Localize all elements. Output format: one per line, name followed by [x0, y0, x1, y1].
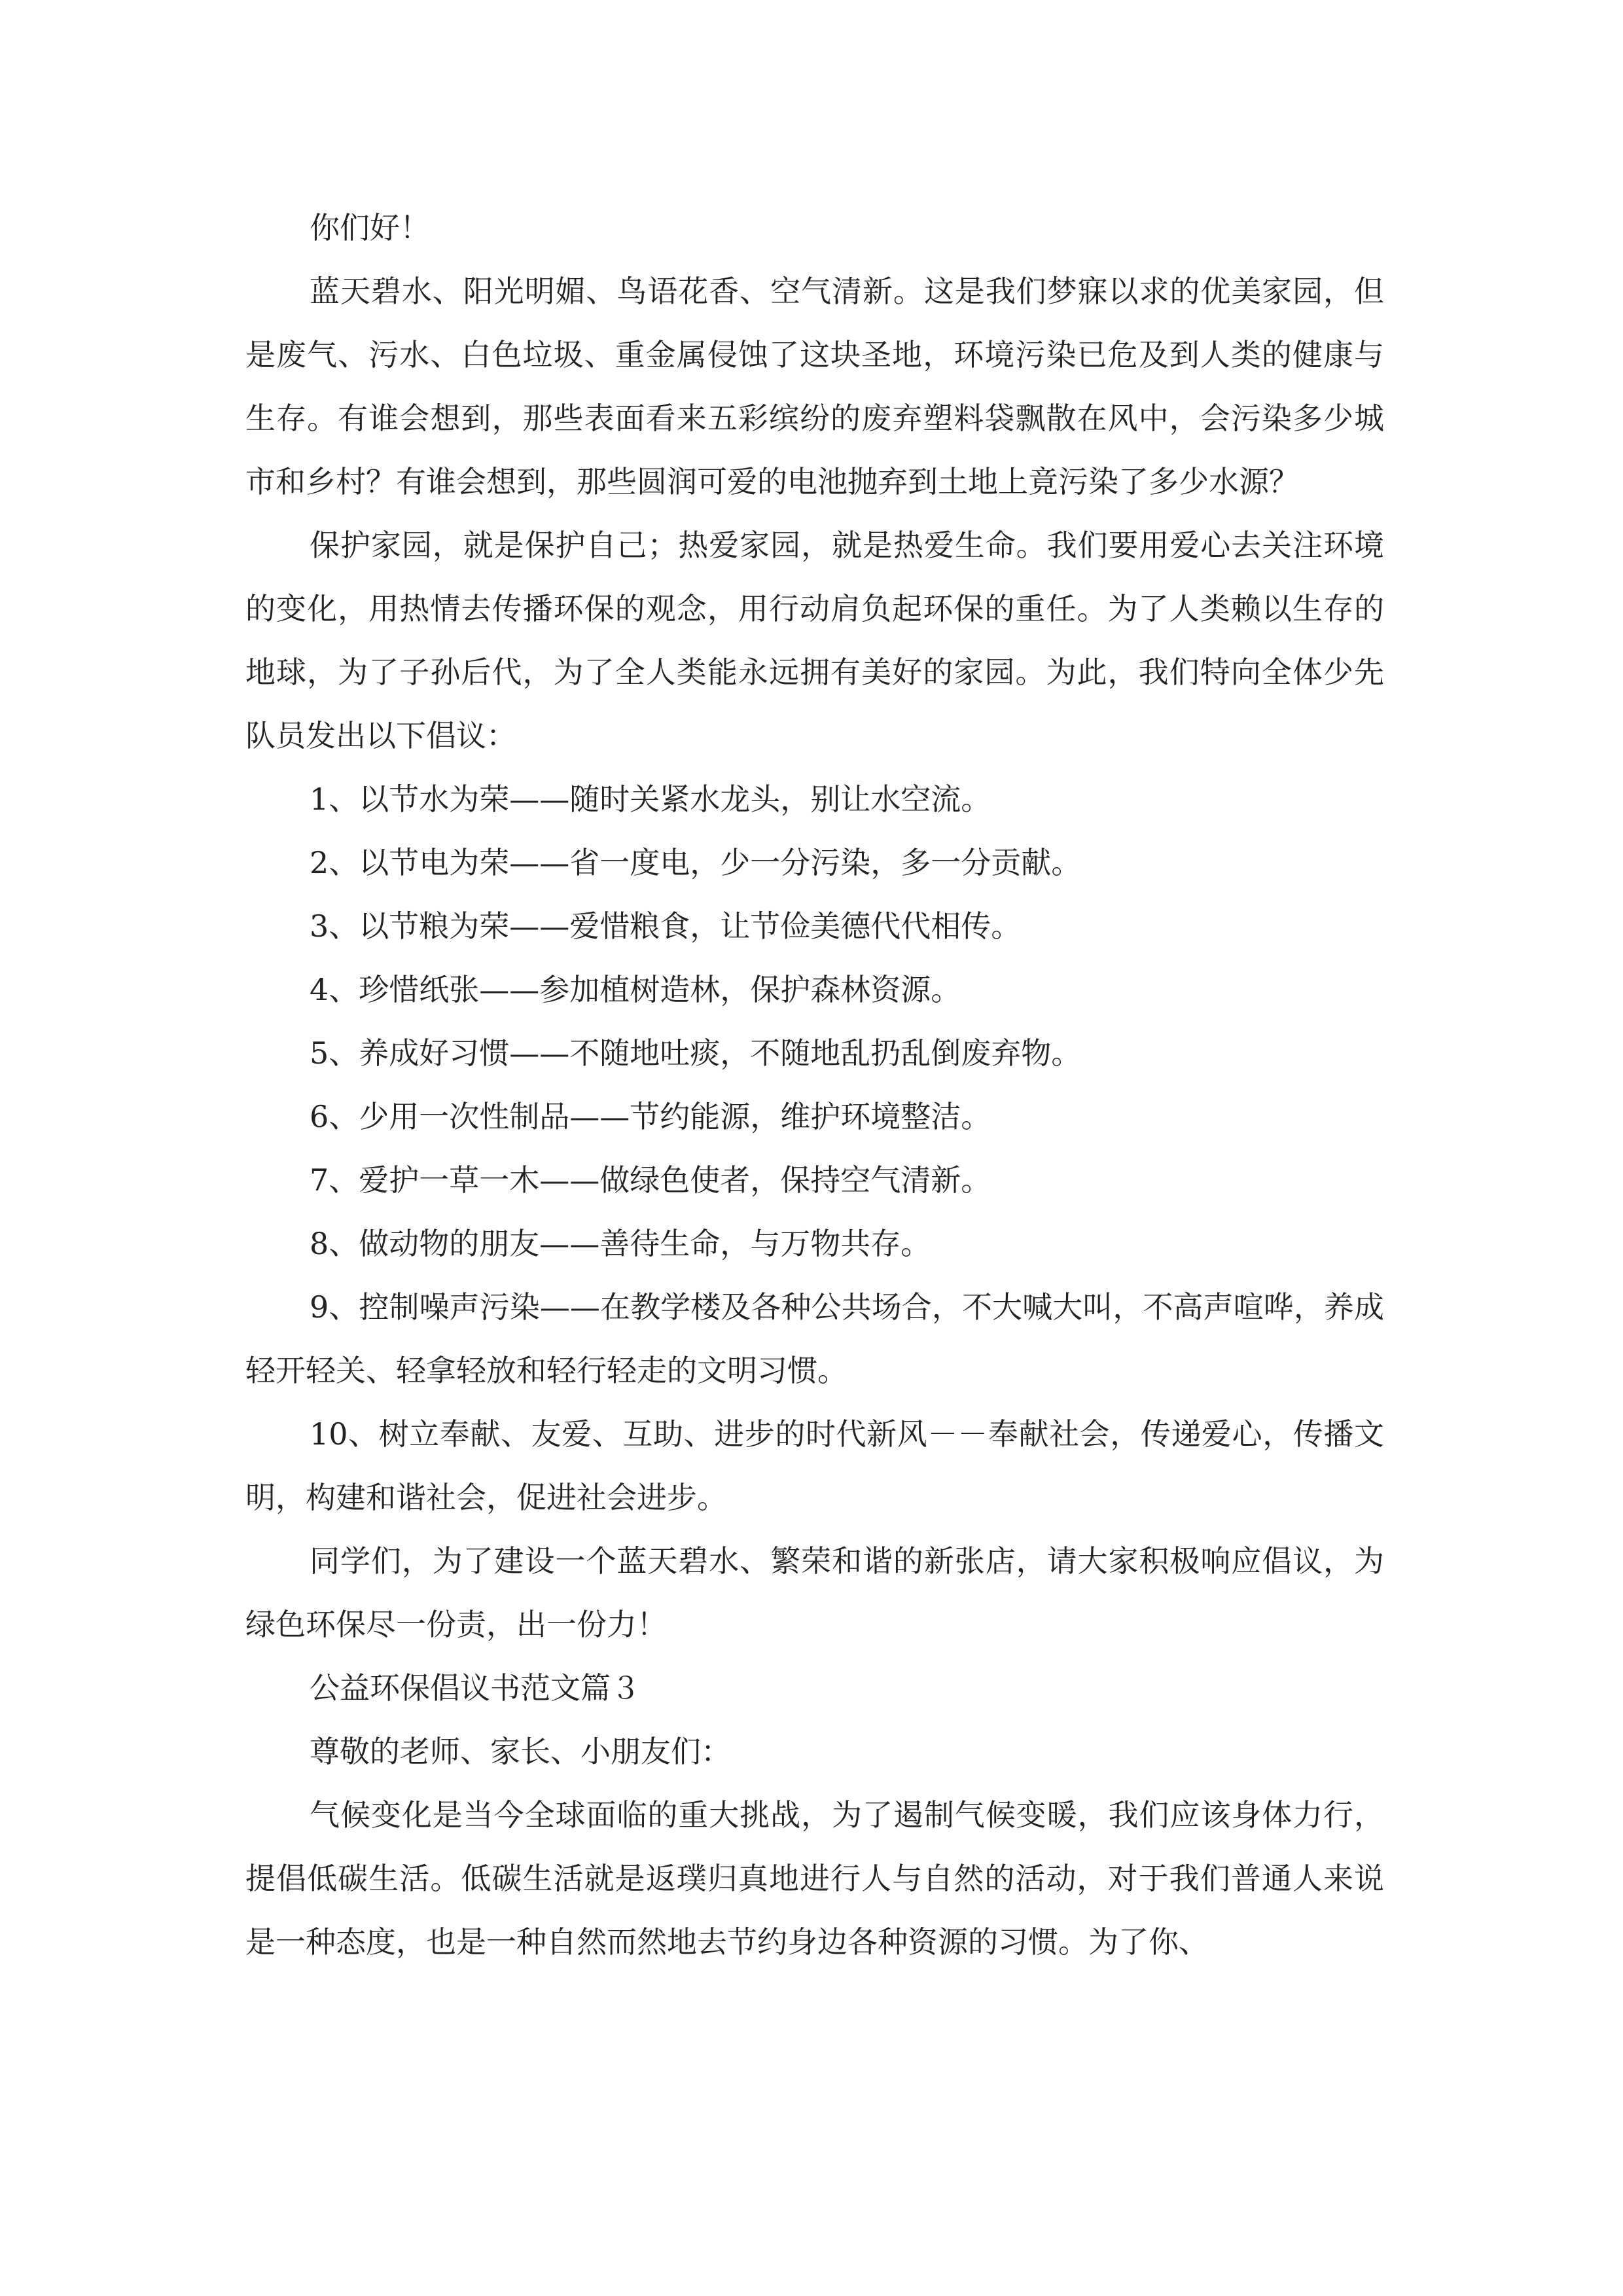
proposal-item-1: 1、以节水为荣——随时关紧水龙头，别让水空流。: [310, 781, 991, 817]
greeting: 你们好！: [310, 210, 430, 245]
salutation: 尊敬的老师、家长、小朋友们：: [310, 1734, 731, 1769]
proposal-item-8: 8、做动物的朋友——善待生命，与万物共存。: [310, 1226, 931, 1261]
document-body: [245, 196, 1384, 1974]
paragraph-intro: 蓝天碧水、阳光明媚、鸟语花香、空气清新。这是我们梦寐以求的优美家园，但是废气、污水、白色垃圾、重金属侵蚀了这块圣地，环境污染已危及到人类的健康与生存。有谁会想到，那些表面看来五彩缤纷的废弃塑料袋飘散在风中，会污染多少城市和乡村？有谁会想到，那些圆润可爱的电池抛弃到土地上竟污染了多少水源？: [245, 274, 1384, 499]
proposal-item-4: 4、珍惜纸张——参加植树造林，保护森林资源。: [310, 972, 961, 1007]
proposal-item-6: 6、少用一次性制品——节约能源，维护环境整洁。: [310, 1099, 991, 1134]
paragraph-closing: 同学们，为了建设一个蓝天碧水、繁荣和谐的新张店，请大家积极响应倡议，为绿色环保尽一份责，出一份力！: [245, 1543, 1384, 1642]
paragraph-call: 保护家园，就是保护自己；热爱家园，就是热爱生命。我们要用爱心去关注环境的变化，用热情去传播环保的观念，用行动肩负起环保的重任。为了人类赖以生存的地球，为了子孙后代，为了全人类能永远拥有美好的家园。为此，我们特向全体少先队员发出以下倡议：: [245, 528, 1384, 753]
proposal-item-7: 7、爱护一草一木——做绿色使者，保持空气清新。: [310, 1162, 991, 1198]
proposal-item-3: 3、以节粮为荣——爱惜粮食，让节俭美德代代相传。: [310, 908, 1022, 944]
paragraph-climate: 气候变化是当今全球面临的重大挑战，为了遏制气候变暖，我们应该身体力行，提倡低碳生活。低碳生活就是返璞归真地进行人与自然的活动，对于我们普通人来说是一种态度，也是一种自然而然地去节约身边各种资源的习惯。为了你、: [245, 1797, 1384, 1960]
proposal-item-2: 2、以节电为荣——省一度电，少一分污染，多一分贡献。: [310, 845, 1082, 880]
proposal-item-5: 5、养成好习惯——不随地吐痰，不随地乱扔乱倒废弃物。: [310, 1035, 1082, 1071]
section-heading: 公益环保倡议书范文篇３: [310, 1670, 641, 1706]
proposal-item-9: 9、控制噪声污染——在教学楼及各种公共场合，不大喊大叫，不高声喧哗，养成轻开轻关、轻拿轻放和轻行轻走的文明习惯。: [245, 1289, 1384, 1388]
proposal-item-10: 10、树立奉献、友爱、互助、进步的时代新风－－奉献社会，传递爱心，传播文明，构建和谐社会，促进社会进步。: [245, 1416, 1384, 1515]
